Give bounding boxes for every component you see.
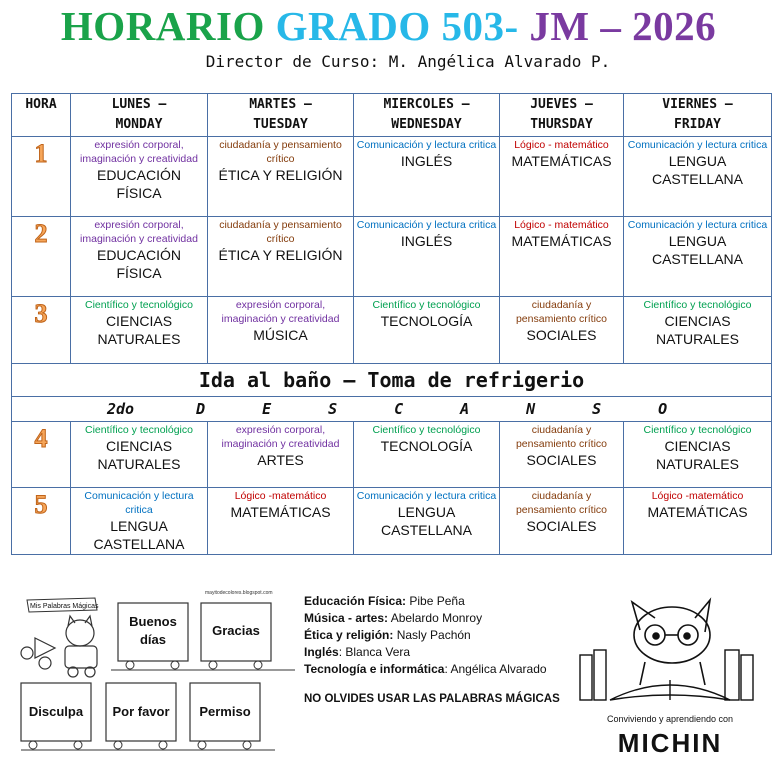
header-hora: HORA (12, 94, 71, 137)
class-cell (208, 217, 354, 297)
books-icon (580, 650, 753, 700)
class-cell (71, 217, 208, 297)
subject-name: INGLÉS (400, 153, 453, 169)
competency-area: ciudadanía y pensamiento crítico (515, 299, 608, 325)
competency-area: Científico y tecnológico (85, 299, 193, 311)
competency-area: Comunicación y lectura critica (627, 219, 768, 231)
train-word-2: Gracias (212, 623, 260, 638)
second-break-letter: O (658, 400, 668, 418)
competency-area: Lógico - matemático (514, 219, 609, 231)
competency-area: ciudadanía y pensamiento crítico (219, 219, 342, 245)
class-cell (208, 297, 354, 364)
class-cell (624, 422, 772, 488)
cat-mascot-icon (21, 616, 97, 677)
subject-name: MATEMÁTICAS (647, 504, 748, 520)
class-cell (208, 488, 354, 555)
class-cell (354, 137, 500, 217)
subject-name: TECNOLOGÍA (380, 313, 473, 329)
teacher-subject: Inglés (304, 645, 339, 659)
train-word-4: Por favor (112, 704, 170, 719)
subject-name: ÉTICA Y RELIGIÓN (218, 167, 343, 183)
break-row-rest (12, 397, 772, 422)
magic-words-train-illustration (15, 588, 300, 758)
competency-area: Comunicación y lectura critica (356, 219, 497, 231)
competency-area: ciudadanía y pensamiento crítico (219, 139, 342, 165)
teacher-line (304, 661, 547, 678)
teacher-name: : Blanca Vera (338, 645, 411, 659)
teacher-name: : Angélica Alvarado (444, 662, 547, 676)
competency-area: ciudadanía y pensamiento crítico (515, 424, 608, 450)
header-thursday: JUEVES – THURSDAY (500, 94, 624, 137)
second-break-letter: N (526, 400, 536, 418)
teacher-list (304, 593, 547, 678)
class-cell (500, 297, 624, 364)
class-cell (208, 422, 354, 488)
schedule-row (12, 422, 772, 488)
header-tuesday: MARTES – TUESDAY (208, 94, 354, 137)
second-break-letter: A (460, 400, 470, 418)
competency-area: Científico y tecnológico (372, 424, 481, 436)
subject-name: LENGUA CASTELLANA (93, 518, 185, 552)
second-break-label (12, 397, 772, 422)
page-title (0, 2, 777, 50)
subject-name: LENGUA CASTELLANA (380, 504, 473, 538)
competency-area: expresión corporal, imaginación y creatividad (80, 139, 198, 165)
train-word-3: Disculpa (28, 704, 84, 719)
schedule-table (11, 93, 772, 555)
class-cell (354, 217, 500, 297)
subject-name: SOCIALES (526, 452, 597, 468)
class-cell (624, 137, 772, 217)
subject-name: EDUCACIÓN FÍSICA (96, 247, 181, 281)
hour-number: 5 (12, 488, 71, 555)
hour-number: 1 (12, 137, 71, 217)
second-break-letter: S (592, 400, 602, 418)
teacher-name: Abelardo Monroy (388, 611, 483, 625)
second-break-letter: C (394, 400, 404, 418)
second-break-letter: S (328, 400, 338, 418)
competency-area: Comunicación y lectura critica (356, 139, 497, 151)
header-row (12, 94, 772, 137)
teacher-subject: Ética y religión: (304, 628, 394, 642)
competency-area: Científico y tecnológico (372, 299, 481, 311)
competency-area: Lógico -matemático (651, 490, 744, 502)
subject-name: CIENCIAS NATURALES (97, 438, 181, 472)
teacher-name: Pibe Peña (406, 594, 465, 608)
subject-name: CIENCIAS NATURALES (656, 438, 739, 472)
teacher-name: Nasly Pachón (393, 628, 471, 642)
class-cell (624, 297, 772, 364)
header-friday: VIERNES – FRIDAY (624, 94, 772, 137)
class-cell (354, 488, 500, 555)
competency-area: Comunicación y lectura critica (356, 490, 497, 502)
competency-area: expresión corporal, imaginación y creatividad (221, 299, 340, 325)
teacher-line (304, 627, 547, 644)
subject-name: LENGUA CASTELLANA (651, 153, 744, 187)
class-cell (71, 137, 208, 217)
michin-logo (570, 590, 770, 760)
subject-name: ARTES (257, 452, 304, 468)
teacher-line (304, 593, 547, 610)
competency-area: Lógico -matemático (234, 490, 327, 502)
competency-area: expresión corporal, imaginación y creatividad (221, 424, 340, 450)
class-cell (71, 422, 208, 488)
competency-area: Lógico - matemático (514, 139, 609, 151)
subject-name: CIENCIAS NATURALES (97, 313, 181, 347)
michin-tagline: Conviviendo y aprendiendo con (606, 714, 734, 724)
schedule-row (12, 137, 772, 217)
class-cell (500, 422, 624, 488)
michin-name: MICHIN (617, 728, 723, 758)
class-cell (500, 137, 624, 217)
schedule-row (12, 217, 772, 297)
subject-name: CIENCIAS NATURALES (656, 313, 739, 347)
title-part-2: GRADO 503- (275, 3, 519, 49)
schedule-row (12, 297, 772, 364)
class-cell (500, 217, 624, 297)
teacher-line (304, 610, 547, 627)
class-cell (624, 217, 772, 297)
subject-name: MATEMÁTICAS (511, 233, 612, 249)
teacher-line (304, 644, 547, 661)
subject-name: ÉTICA Y RELIGIÓN (218, 247, 343, 263)
subject-name: MÚSICA (253, 327, 308, 343)
train-word-5: Permiso (199, 704, 251, 719)
break-snack-label: Ida al baño – Toma de refrigerio (12, 364, 772, 397)
course-director: Director de Curso: M. Angélica Alvarado P. (205, 52, 611, 71)
header-wednesday: MIERCOLES – WEDNESDAY (354, 94, 500, 137)
train-word-1a: Buenos (129, 614, 177, 629)
competency-area: Científico y tecnológico (643, 424, 752, 436)
magic-words-note: NO OLVIDES USAR LAS PALABRAS MÁGICAS (304, 693, 560, 705)
title-part-1: HORARIO (60, 3, 265, 49)
train-word-1b: días (139, 632, 167, 647)
subject-name: SOCIALES (526, 327, 597, 343)
subject-name: EDUCACIÓN FÍSICA (96, 167, 181, 201)
second-break-letter: E (262, 400, 272, 418)
competency-area: Comunicación y lectura critica (84, 490, 194, 516)
class-cell (354, 422, 500, 488)
subject-name: INGLÉS (400, 233, 453, 249)
train-banner-text: Mis Palabras Mágicas (30, 603, 99, 610)
cat-with-glasses-icon (632, 600, 710, 685)
hour-number: 2 (12, 217, 71, 297)
subject-name: MATEMÁTICAS (511, 153, 612, 169)
title-part-3: JM – 2026 (529, 3, 717, 49)
teacher-subject: Tecnología e informática (304, 662, 445, 676)
class-cell (71, 488, 208, 555)
subject-name: TECNOLOGÍA (380, 438, 473, 454)
subject-name: SOCIALES (526, 518, 597, 534)
break-row-snack (12, 364, 772, 397)
header-monday: LUNES – MONDAY (71, 94, 208, 137)
second-break-prefix: 2do (107, 400, 135, 418)
class-cell (208, 137, 354, 217)
hour-number: 4 (12, 422, 71, 488)
blog-url: mayitodecolores.blogspot.com (205, 590, 273, 596)
teacher-subject: Música - artes: (304, 611, 389, 625)
subject-name: LENGUA CASTELLANA (651, 233, 744, 267)
competency-area: expresión corporal, imaginación y creatividad (80, 219, 198, 245)
second-break-letter: D (196, 400, 206, 418)
competency-area: Comunicación y lectura critica (627, 139, 768, 151)
class-cell (624, 488, 772, 555)
subject-name: MATEMÁTICAS (230, 504, 331, 520)
competency-area: ciudadanía y pensamiento crítico (515, 490, 608, 516)
class-cell (354, 297, 500, 364)
class-cell (71, 297, 208, 364)
class-cell (500, 488, 624, 555)
teacher-subject: Educación Física: (304, 594, 407, 608)
competency-area: Científico y tecnológico (85, 424, 193, 436)
schedule-row (12, 488, 772, 555)
competency-area: Científico y tecnológico (643, 299, 752, 311)
hour-number: 3 (12, 297, 71, 364)
